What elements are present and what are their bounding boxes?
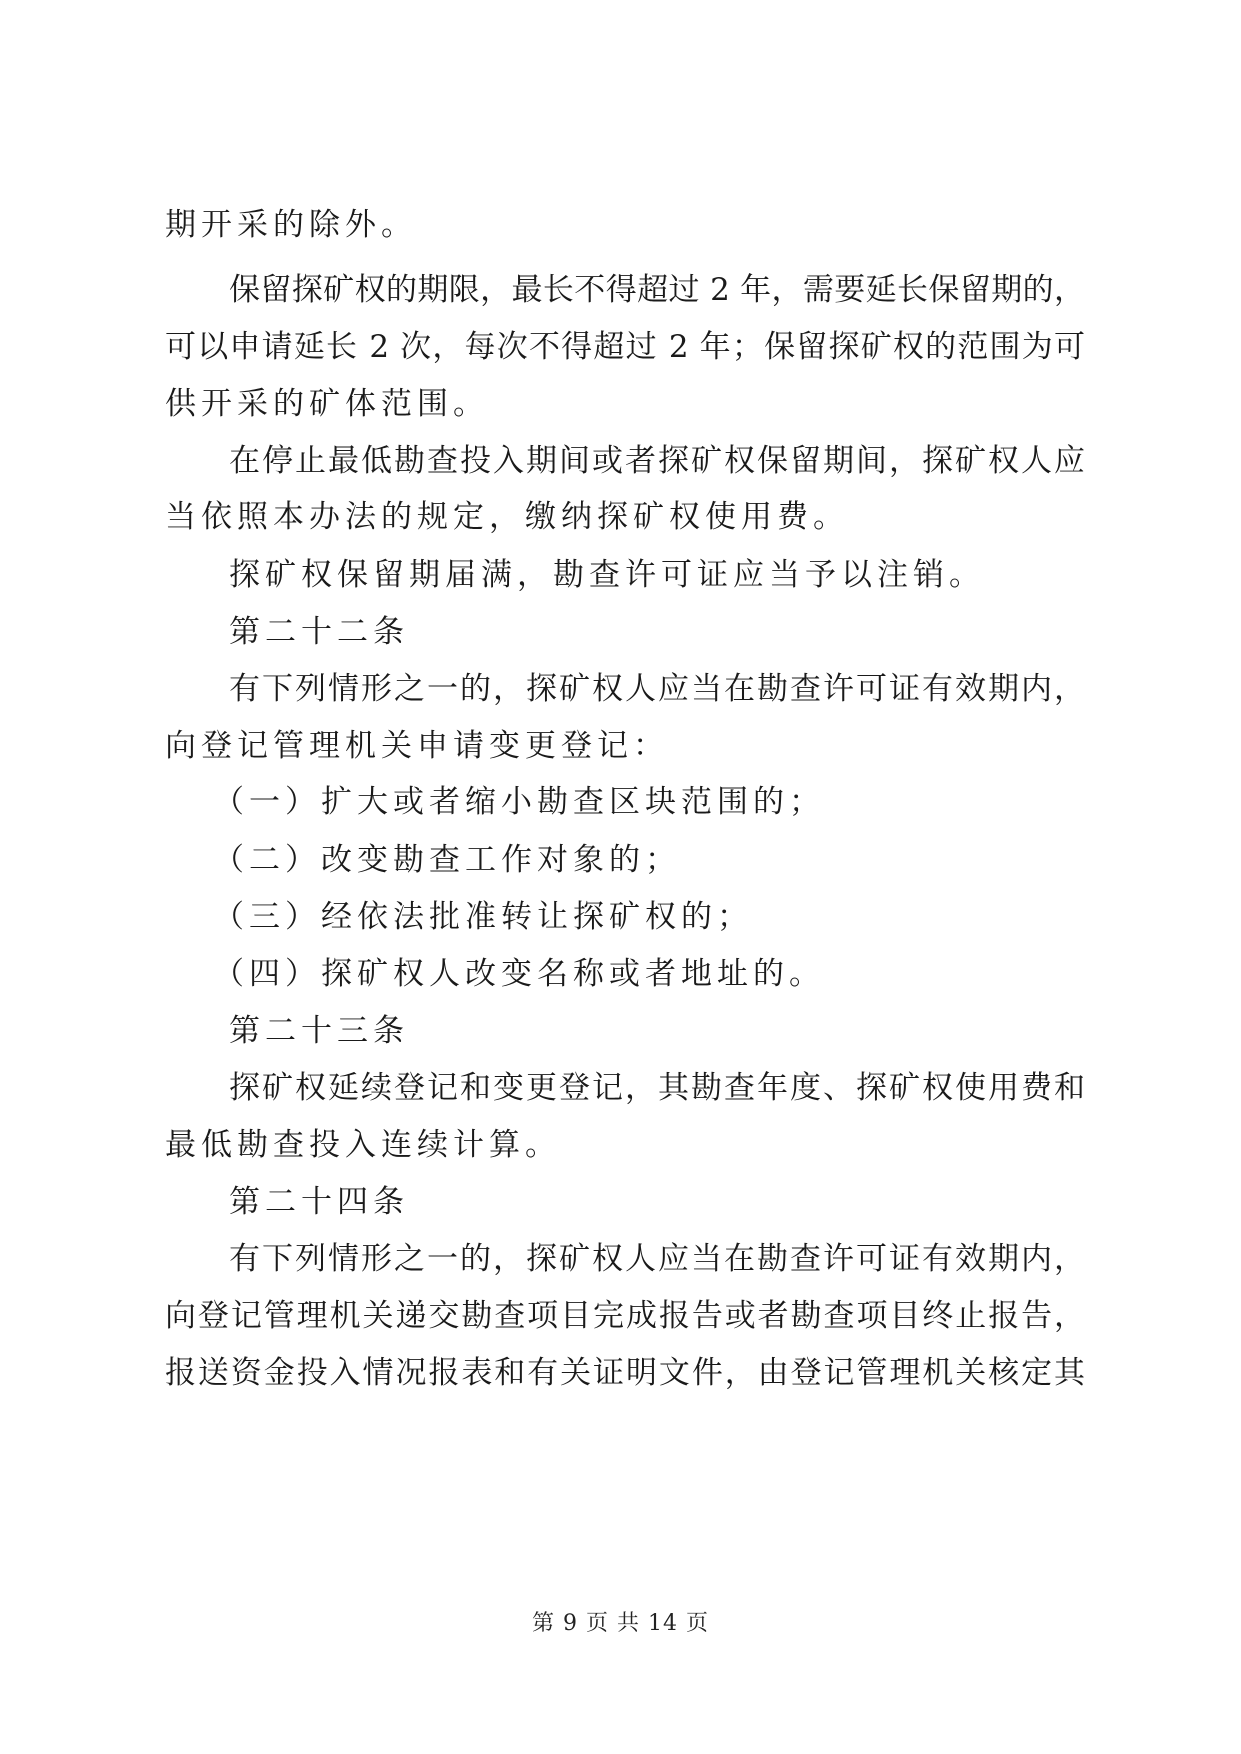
text-line: 可以申请延长 2 次，每次不得超过 2 年；保留探矿权的范围为可 [165,329,1085,365]
text-line: 向登记管理机关递交勘查项目完成报告或者勘查项目终止报告， [165,1298,1085,1334]
list-item: （三）经依法批准转让探矿权的； [213,899,753,935]
text-line: 报送资金投入情况报表和有关证明文件，由登记管理机关核定其 [165,1355,1085,1391]
text-line: 期开采的除外。 [165,207,417,243]
text-line: 探矿权延续登记和变更登记，其勘查年度、探矿权使用费和 [229,1070,1085,1106]
text-line: 向登记管理机关申请变更登记： [165,728,669,764]
text-line: 当依照本办法的规定，缴纳探矿权使用费。 [165,499,849,535]
page-number-footer: 第 9 页 共 14 页 [532,1611,709,1636]
text-line: 有下列情形之一的，探矿权人应当在勘查许可证有效期内， [229,671,1085,707]
text-line: 在停止最低勘查投入期间或者探矿权保留期间，探矿权人应 [229,443,1085,479]
list-item: （四）探矿权人改变名称或者地址的。 [213,956,825,992]
article-heading: 第二十三条 [229,1013,409,1049]
list-item: （一）扩大或者缩小勘查区块范围的； [213,784,825,820]
text-line: 最低勘查投入连续计算。 [165,1127,561,1163]
text-line: 探矿权保留期届满，勘查许可证应当予以注销。 [229,557,985,593]
article-heading: 第二十二条 [229,614,409,650]
list-item: （二）改变勘查工作对象的； [213,842,681,878]
text-line: 供开采的矿体范围。 [165,386,489,422]
text-line: 有下列情形之一的，探矿权人应当在勘查许可证有效期内， [229,1241,1085,1277]
article-heading: 第二十四条 [229,1184,409,1220]
text-line: 保留探矿权的期限，最长不得超过 2 年，需要延长保留期的， [229,272,1085,308]
